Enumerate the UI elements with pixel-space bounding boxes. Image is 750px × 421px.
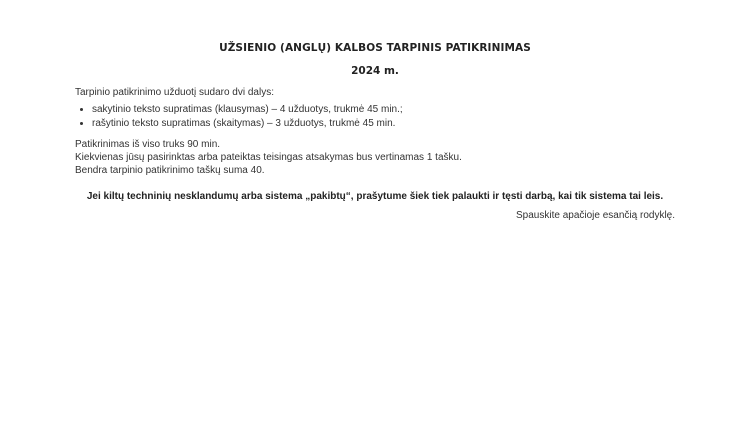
- exam-year: 2024 m.: [351, 65, 399, 77]
- scoring-text: Kiekvienas jūsų pasirinktas arba pateiktas teisingas atsakymas bus vertinamas 1 tašku.: [75, 152, 462, 163]
- exam-info: [75, 138, 462, 177]
- list-item-reading: • rašytinio teksto supratimas (skaitymas) – 3 užduotys, trukmė 45 min.: [92, 117, 403, 131]
- total-points-text: Bendra tarpinio patikrinimo taškų suma 40.: [75, 165, 265, 176]
- exam-parts-list: [75, 103, 403, 130]
- technical-notice: Jei kiltų techninių nesklandumų arba sistema „pakibtų“, prašytume šiek tiek palaukti ir tęsti darbą, kai tik sistema tai leis.: [86, 191, 664, 202]
- list-item-listening: • sakytinio teksto supratimas (klausymas) – 4 užduotys, trukmė 45 min.;: [92, 103, 403, 117]
- navigation-hint: Spauskite apačioje esančią rodyklę.: [516, 210, 675, 221]
- page-title: UŽSIENIO (ANGLŲ) KALBOS TARPINIS PATIKRINIMAS: [219, 42, 531, 54]
- duration-text: Patikrinimas iš viso truks 90 min.: [75, 139, 221, 150]
- intro-text: Tarpinio patikrinimo užduotį sudaro dvi dalys:: [75, 87, 274, 98]
